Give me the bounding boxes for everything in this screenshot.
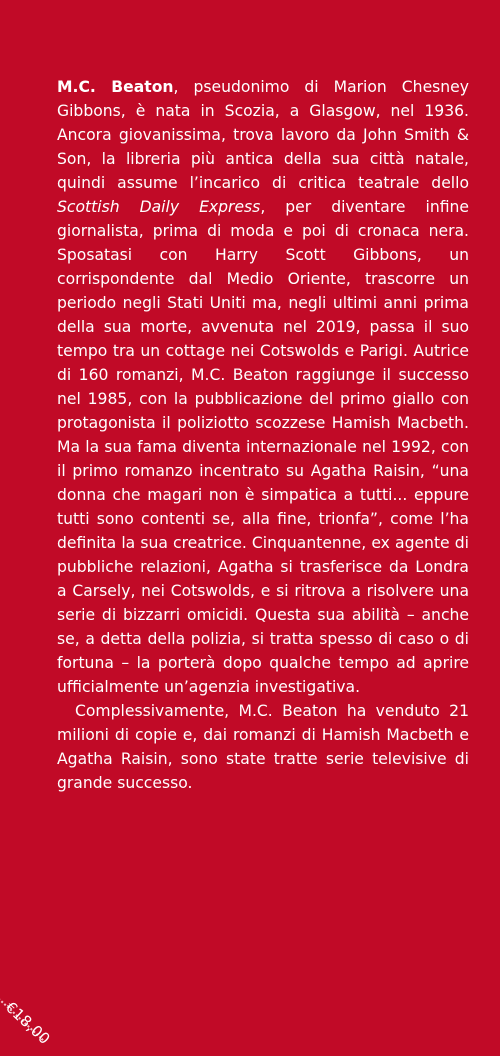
newspaper-title: Scottish Daily Express (57, 198, 261, 216)
price-label: €18,00 (1, 998, 54, 1049)
author-name: M.C. Beaton (57, 78, 174, 96)
bio-text-part-1: , pseudonimo di Marion Chesney Gibbons, è nata in Scozia, a Glasgow, nel 1936. Ancora giovanissima, trova lavoro da John Smith & Son, la libreria più antica della sua città natale, quindi assume l’incarico di critica teatrale dello (57, 78, 469, 192)
bio-paragraph-2: Complessivamente, M.C. Beaton ha venduto 21 milioni di copie e, dai romanzi di Hamish Macbeth e Agatha Raisin, sono state tratte serie televisive di grande successo. (57, 702, 469, 792)
bio-text-part-2: , per diventare infine giornalista, prima di moda e poi di cronaca nera. Sposatasi con Harry Scott Gibbons, un corrispondente dal Medio Oriente, trascorre un periodo negli Stati Uniti ma, negli ultimi anni prima della sua morte, avvenuta nel 2019, passa il suo tempo tra un cottage nei Cotswolds e Parigi. Autrice di 160 romanzi, M.C. Beaton raggiunge il successo nel 1985, con la pubblicazione del primo giallo con protagonista il poliziotto scozzese Hamish Macbeth. Ma la sua fama diventa internazionale nel 1992, con il primo romanzo incentrato su Agatha Raisin, “una donna che magari non è simpatica a tutti... eppure tutti sono contenti se, alla fine, trionfa”, come l’ha definita la sua creatrice. Cinquantenne, ex agente di pubbliche relazioni, Agatha si trasferisce da Londra a Carsely, nei Cotswolds, e si ritrova a risolvere una serie di bizzarri omicidi. Questa sua abilità – anche se, a detta della polizia, si tratta spesso di caso o di fortuna – la porterà dopo qualche tempo ad aprire ufficialmente un’agenzia investigativa. (57, 198, 470, 696)
author-biography (57, 75, 469, 795)
bio-paragraph-1 (57, 75, 469, 699)
